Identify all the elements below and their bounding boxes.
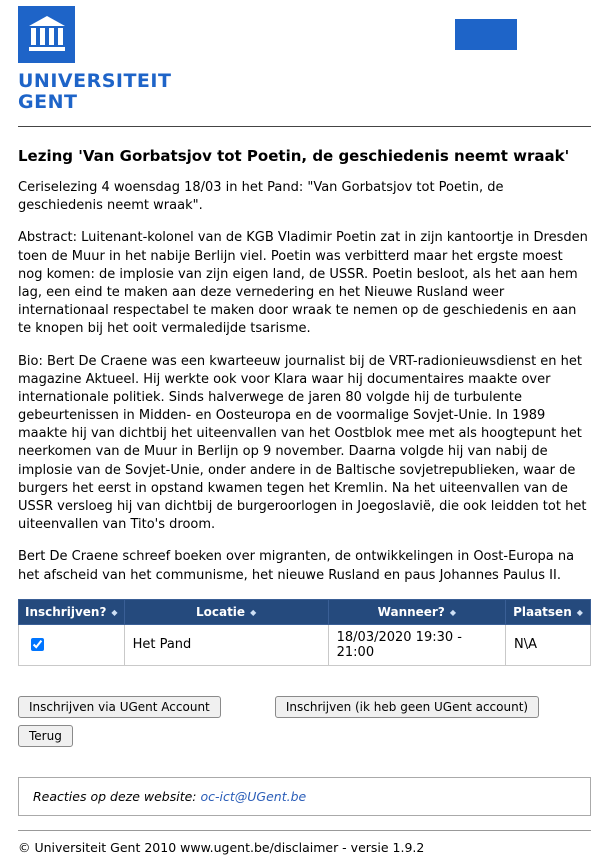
feedback-email-link[interactable]: oc-ict@UGent.be — [200, 788, 307, 804]
table-row — [19, 624, 591, 665]
sort-icon[interactable]: ◆ — [449, 607, 456, 617]
column-header-label: Locatie — [195, 604, 246, 619]
inschrijven-checkbox[interactable] — [31, 638, 44, 651]
closing-paragraph: Bert De Craene schreef boeken over migranten, de ontwikkelingen in Oost-Europa na het afscheid van het communisme, het nieuwe Rusland en paus Johannes Paulus II. — [18, 549, 575, 583]
back-button[interactable]: Terug — [18, 725, 73, 747]
feedback-box — [18, 777, 591, 816]
cell-inschrijven — [19, 624, 125, 665]
page-title: Lezing 'Van Gorbatsjov tot Poetin, de geschiedenis neemt wraak' — [18, 147, 570, 166]
university-wordmark — [18, 71, 591, 112]
university-building-icon — [26, 12, 68, 58]
blue-banner — [455, 19, 517, 50]
cell-locatie: Het Pand — [124, 624, 328, 665]
sort-icon[interactable]: ◆ — [250, 607, 257, 617]
bio-paragraph: Bio: Bert De Craene was een kwarteeuw journalist bij de VRT-radionieuwsdienst en het magazine Aktueel. Hij werkte ook voor Klara waar hij documentaires maakte over internationale politiek. Sinds halverwege de jaren 80 volgde hij de turbulente gebeurtenissen in Midden- en Oosteuropa en de voormalige Sovjet-Unie. In 1989 maakte hij van dichtbij het uiteenvallen van het Oostblok mee met als hoogtepunt het neerkomen van de Muur in Berlijn op 9 november. Daarna volgde hij van nabij de implosie van de Sovjet-Unie, onder andere in de Baltische sovjetrepublieken, waar de burgers het eerst in opstand kwamen tegen het Kremlin. Na het uiteenvallen van de USSR versloeg hij van dichtbij de burgeroorlogen in Joegoslavië, die ook leidden tot het uiteenvallen van Tito's droom. — [18, 353, 587, 533]
ugent-logo — [18, 6, 75, 63]
column-header-locatie[interactable] — [124, 599, 328, 624]
column-header-label: Inschrijven? — [25, 604, 107, 619]
page-header — [18, 0, 591, 127]
sort-icon[interactable]: ◆ — [576, 607, 583, 617]
signup-button-row — [18, 696, 591, 718]
cell-wanneer: 18/03/2020 19:30 - 21:00 — [328, 624, 505, 665]
university-wordmark-line2: GENT — [18, 90, 78, 113]
feedback-label: Reacties op deze website: — [33, 788, 201, 804]
column-header-wanneer[interactable] — [328, 599, 505, 624]
column-header-label: Plaatsen — [513, 604, 572, 619]
page-footer — [18, 830, 591, 867]
column-header-label: Wanneer? — [377, 604, 445, 619]
footer-text: © Universiteit Gent 2010 www.ugent.be/disclaimer - versie 1.9.2 — [18, 839, 425, 855]
signup-ugent-account-button[interactable]: Inschrijven via UGent Account — [18, 696, 221, 718]
sessions-table — [18, 599, 591, 666]
back-button-row — [18, 725, 591, 747]
cell-plaatsen: N\A — [506, 624, 591, 665]
university-wordmark-line1: UNIVERSITEIT — [18, 70, 172, 92]
sort-icon[interactable]: ◆ — [111, 607, 118, 617]
intro-paragraph: Ceriselezing 4 woensdag 18/03 in het Pand: "Van Gorbatsjov tot Poetin, de geschiedenis neemt wraak". — [18, 180, 504, 214]
column-header-plaatsen[interactable] — [506, 599, 591, 624]
abstract-paragraph: Abstract: Luitenant-kolonel van de KGB Vladimir Poetin zat in zijn kantoortje in Dresden toen de Muur in het nabije Berlijn viel. Poetin was verbitterd maar het ergste moest nog komen: de implosie van zijn eigen land, de USSR. Poetin besloot, als het aan hem lag, een eind te maken aan deze vernedering en het Nieuwe Rusland weer internationaal respectabel te maken door wraak te nemen op de geschiedenis en aan te knopen bij het ooit vermaledijde tsarisme. — [18, 230, 588, 337]
signup-no-account-button[interactable]: Inschrijven (ik heb geen UGent account) — [275, 696, 539, 718]
column-header-inschrijven[interactable] — [19, 599, 125, 624]
table-header-row — [19, 599, 591, 624]
